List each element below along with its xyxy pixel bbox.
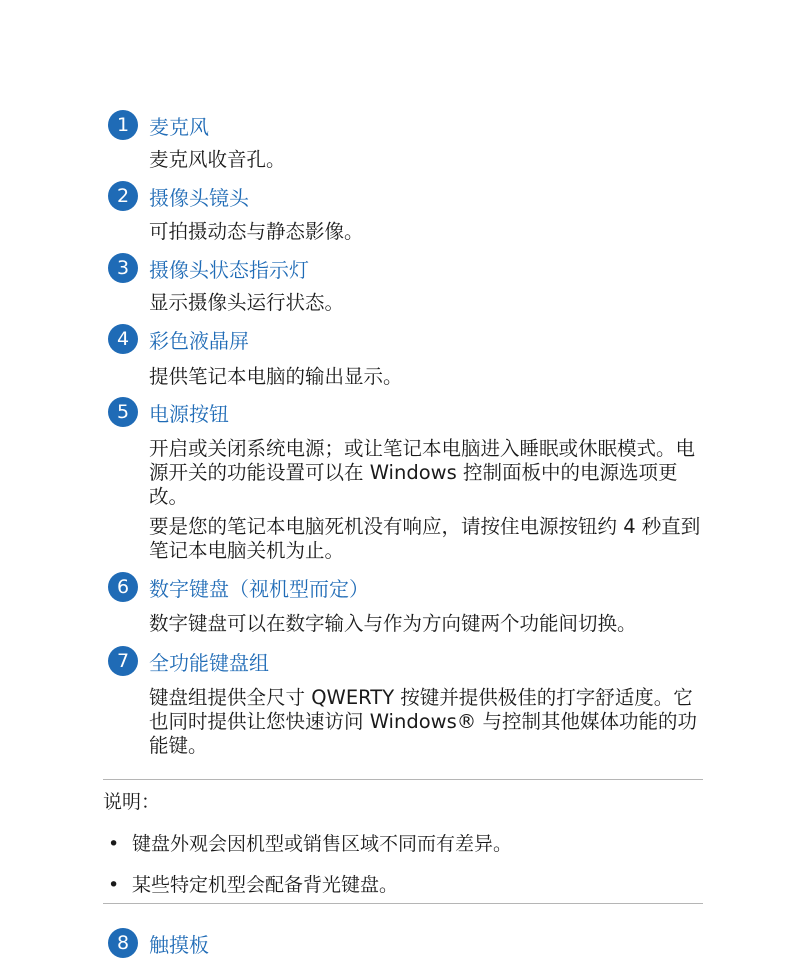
item-4-description: 提供笔记本电脑的输出显示。 bbox=[149, 365, 403, 388]
note-label: 说明： bbox=[103, 791, 161, 813]
note-bullet-1-text: 键盘外观会因机型或销售区域不同而有差异。 bbox=[132, 833, 513, 855]
item-5-description-1: 开启或关闭系统电源；或让笔记本电脑进入睡眠或休眠模式。电源开关的功能设置可以在 Windows 控制面板中的电源选项更改。 bbox=[149, 437, 696, 508]
item-3-heading bbox=[108, 252, 309, 284]
item-7-heading bbox=[108, 645, 269, 677]
number-badge-8: 8 bbox=[108, 928, 138, 958]
number-badge-5: 5 bbox=[108, 397, 138, 427]
item-1-title: 麦克风 bbox=[149, 114, 209, 139]
item-8-title: 触摸板 bbox=[149, 932, 209, 957]
item-6-title: 数字键盘（视机型而定） bbox=[149, 576, 369, 601]
number-badge-6: 6 bbox=[108, 572, 138, 602]
item-1-heading bbox=[108, 109, 209, 141]
number-badge-2: 2 bbox=[108, 181, 138, 211]
item-4-heading bbox=[108, 323, 249, 355]
number-badge-3: 3 bbox=[108, 253, 138, 283]
item-4-title: 彩色液晶屏 bbox=[149, 328, 249, 353]
number-badge-7: 7 bbox=[108, 646, 138, 676]
number-badge-4: 4 bbox=[108, 324, 138, 354]
bullet-dot: • bbox=[108, 833, 120, 855]
item-7-description: 键盘组提供全尺寸 QWERTY 按键并提供极佳的打字舒适度。它也同时提供让您快速访问 Windows® 与控制其他媒体功能的功能键。 bbox=[149, 686, 697, 757]
item-1-description: 麦克风收音孔。 bbox=[149, 148, 286, 171]
note-top-divider bbox=[103, 779, 703, 780]
item-6-heading bbox=[108, 571, 369, 603]
item-5-title: 电源按钮 bbox=[149, 401, 229, 426]
item-2-title: 摄像头镜头 bbox=[149, 185, 249, 210]
item-7-title: 全功能键盘组 bbox=[149, 650, 269, 675]
note-bullet-2 bbox=[108, 873, 398, 897]
item-3-description: 显示摄像头运行状态。 bbox=[149, 291, 345, 314]
bullet-dot: • bbox=[108, 874, 120, 896]
note-bullet-2-text: 某些特定机型会配备背光键盘。 bbox=[132, 874, 399, 896]
item-5-heading bbox=[108, 396, 229, 428]
item-5-description-2: 要是您的笔记本电脑死机没有响应，请按住电源按钮约 4 秒直到笔记本电脑关机为止。 bbox=[149, 515, 701, 562]
item-8-heading bbox=[108, 927, 209, 959]
note-bullet-1 bbox=[108, 832, 512, 856]
number-badge-1: 1 bbox=[108, 110, 138, 140]
item-6-description: 数字键盘可以在数字输入与作为方向键两个功能间切换。 bbox=[149, 612, 637, 635]
note-bottom-divider bbox=[103, 903, 703, 904]
item-3-title: 摄像头状态指示灯 bbox=[149, 257, 309, 282]
item-2-description: 可拍摄动态与静态影像。 bbox=[149, 220, 364, 243]
item-2-heading bbox=[108, 180, 249, 212]
